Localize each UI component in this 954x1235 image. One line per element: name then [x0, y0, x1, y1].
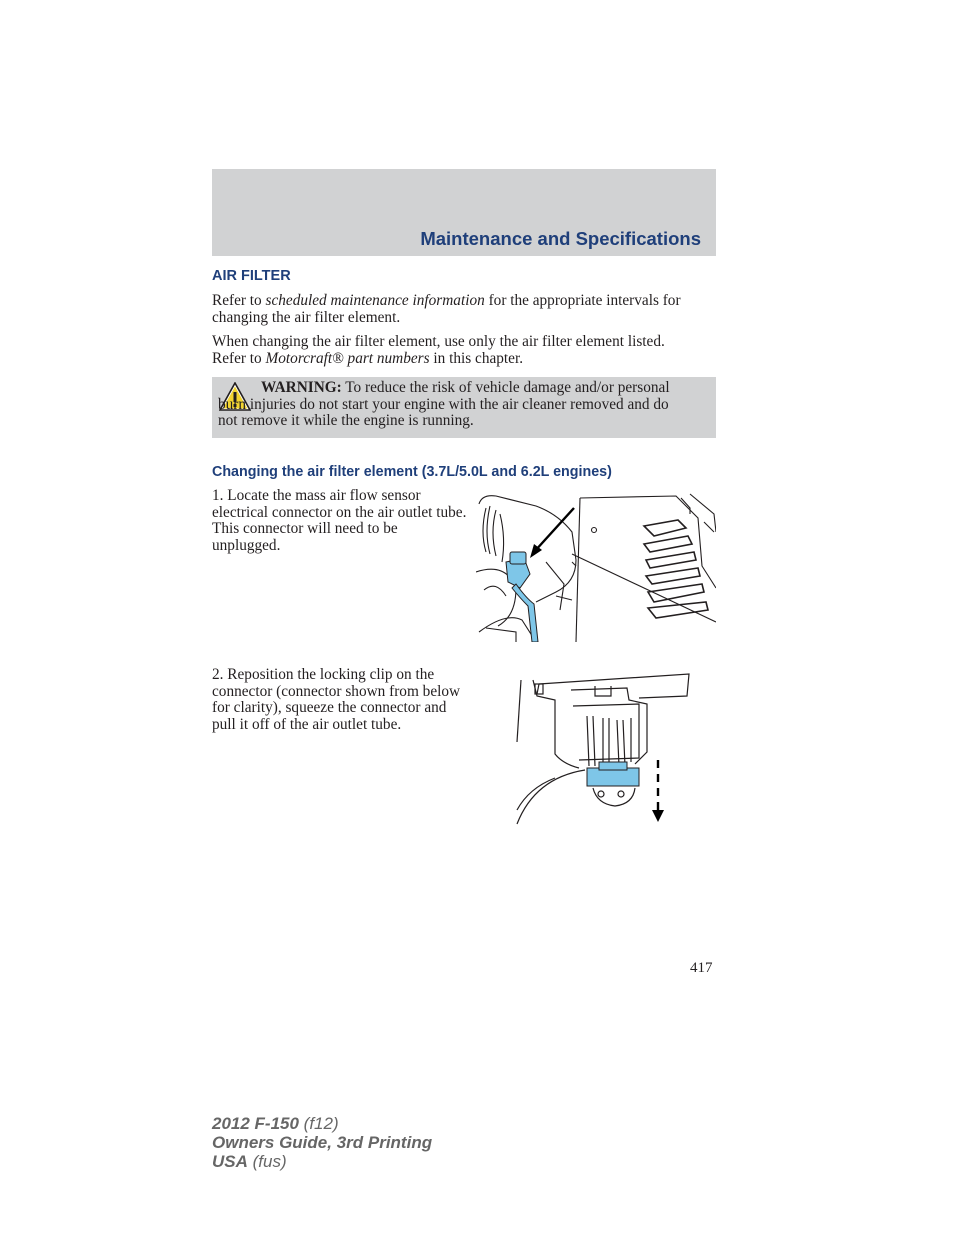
step-2: 2. Reposition the locking clip on the connector (connector shown from below for clarity), squeeze the connector and pull it off of the air outlet tube. — [212, 666, 461, 733]
section-heading: AIR FILTER — [212, 268, 291, 284]
cross-reference-link: scheduled maintenance information — [265, 292, 485, 309]
engine-connector-figure — [476, 492, 716, 642]
warning-body: To reduce the risk of vehicle damage and/or personal burn injuries do not start your engine with the air cleaner removed and do not remove it while the engine is running. — [218, 379, 670, 429]
header-band — [212, 169, 716, 256]
paragraph-text: Refer to — [212, 292, 266, 309]
footer-market-line — [212, 1152, 432, 1171]
warning-text — [218, 380, 688, 430]
connector-locking-clip-figure — [515, 670, 695, 828]
footer-model: 2012 F-150 — [212, 1114, 299, 1133]
paragraph-text: When changing the air filter element, use only the air filter element listed. Refer to — [212, 333, 665, 367]
paragraph-filter-element — [212, 334, 692, 367]
paragraph-intro — [212, 293, 692, 326]
warning-label: WARNING: — [261, 379, 342, 396]
step-1: 1. Locate the mass air flow sensor electrical connector on the air outlet tube. This connector will need to be unplugged. — [212, 487, 467, 554]
footer-model-line — [212, 1114, 432, 1133]
page-number: 417 — [690, 960, 713, 976]
page-title: Maintenance and Specifications — [420, 228, 701, 249]
paragraph-text: in this chapter. — [429, 349, 524, 367]
footer-market: USA — [212, 1152, 248, 1171]
subheading: Changing the air filter element (3.7L/5.0L and 6.2L engines) — [212, 464, 612, 480]
footer-market-code: (fus) — [247, 1152, 287, 1171]
warning-box — [212, 377, 716, 438]
footer-model-code: (f12) — [298, 1114, 339, 1133]
footer — [212, 1114, 432, 1171]
footer-guide: Owners Guide, 3rd Printing — [212, 1133, 433, 1152]
cross-reference-link: Motorcraft® part numbers — [265, 349, 430, 367]
footer-guide-line — [212, 1133, 432, 1152]
paragraph-text: for the appropriate intervals for changing the air filter element. — [212, 292, 681, 326]
